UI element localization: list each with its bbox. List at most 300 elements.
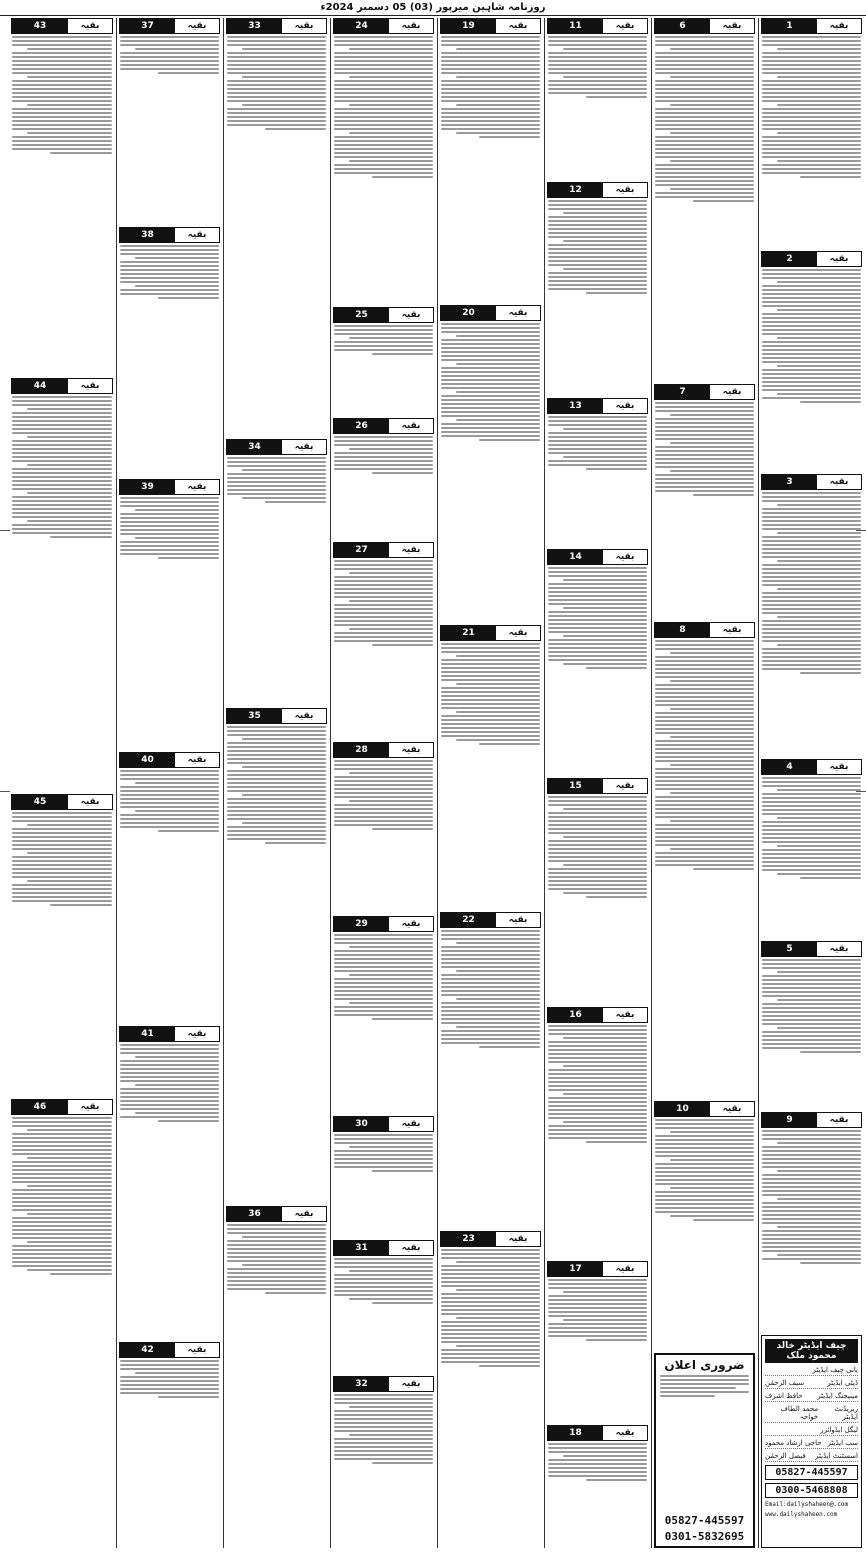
text-line — [762, 857, 861, 859]
text-line — [548, 1081, 647, 1083]
item-label: بقیہ — [603, 19, 647, 33]
text-line — [12, 428, 112, 430]
text-line — [762, 492, 861, 494]
item-header — [119, 752, 220, 768]
text-line — [227, 1280, 326, 1282]
item-label: بقیہ — [175, 1027, 219, 1041]
item-header — [119, 479, 220, 495]
text-line — [334, 950, 433, 952]
text-line — [12, 528, 112, 530]
text-line — [800, 176, 861, 178]
text-line — [548, 80, 647, 82]
text-line — [12, 1193, 112, 1195]
text-line — [12, 836, 112, 838]
item-number: 11 — [548, 19, 603, 33]
item-header — [333, 742, 434, 758]
text-line — [548, 436, 647, 438]
text-line — [655, 172, 754, 174]
text-line — [12, 1133, 112, 1135]
text-line — [334, 978, 433, 980]
continuation-item — [547, 18, 648, 179]
text-line — [762, 152, 861, 154]
text-line — [777, 560, 861, 562]
staff-box — [761, 1335, 862, 1548]
text-line — [655, 144, 754, 146]
continuation-item — [761, 251, 862, 471]
text-line — [762, 829, 861, 831]
text-line — [349, 104, 433, 106]
text-line — [334, 1422, 433, 1424]
text-line — [441, 679, 540, 681]
text-line — [548, 647, 647, 649]
text-line — [441, 1273, 540, 1275]
text-line — [548, 200, 647, 202]
text-line — [456, 1261, 540, 1263]
text-line — [762, 313, 861, 315]
text-line — [548, 804, 647, 806]
continuation-item — [11, 1099, 113, 1548]
text-line — [762, 108, 861, 110]
text-line — [655, 410, 754, 412]
text-line — [334, 990, 433, 992]
text-line — [227, 485, 326, 487]
text-line — [349, 1146, 433, 1148]
text-line — [120, 1072, 219, 1074]
item-number: 44 — [12, 379, 68, 393]
text-line — [762, 853, 861, 855]
item-header — [761, 474, 862, 490]
column — [758, 18, 862, 1548]
text-line — [334, 986, 433, 988]
text-line — [762, 124, 861, 126]
text-line — [334, 804, 433, 806]
text-line — [762, 1178, 861, 1180]
item-label: بقیہ — [282, 1207, 326, 1221]
text-line — [548, 1045, 647, 1047]
continuation-item — [333, 418, 434, 539]
text-line — [655, 434, 754, 436]
item-label: بقیہ — [817, 942, 861, 956]
text-line — [762, 1202, 861, 1204]
text-line — [548, 60, 647, 62]
text-line — [548, 284, 647, 286]
item-header — [761, 251, 862, 267]
text-line — [548, 1287, 647, 1289]
item-number: 28 — [334, 743, 389, 757]
text-line — [655, 458, 754, 460]
item-header — [11, 1099, 113, 1115]
continuation-item — [11, 378, 113, 790]
item-label: بقیہ — [603, 1008, 647, 1022]
item-body — [440, 323, 541, 622]
text-line — [441, 1297, 540, 1299]
item-label: بقیہ — [710, 385, 754, 399]
text-line — [349, 1406, 433, 1408]
text-line — [120, 794, 219, 796]
text-line — [441, 731, 540, 733]
text-line — [563, 76, 647, 78]
text-line — [762, 321, 861, 323]
text-line — [334, 1006, 433, 1008]
text-line — [349, 946, 433, 948]
text-line — [548, 832, 647, 834]
text-line — [227, 806, 326, 808]
text-line — [242, 104, 326, 106]
item-body — [440, 1249, 541, 1548]
item-label: بقیہ — [603, 1262, 647, 1276]
item-body — [654, 640, 755, 1099]
text-line — [334, 1438, 433, 1440]
item-label: بقیہ — [389, 1117, 433, 1131]
text-line — [548, 856, 647, 858]
text-line — [762, 389, 861, 391]
text-line — [586, 896, 647, 898]
item-body — [547, 200, 648, 395]
text-line — [762, 1023, 861, 1025]
text-line — [158, 1120, 219, 1122]
text-line — [12, 872, 112, 874]
item-number: 43 — [12, 19, 68, 33]
text-line — [242, 738, 326, 740]
text-line — [762, 612, 861, 614]
text-line — [441, 727, 540, 729]
fold-mark — [0, 530, 10, 531]
text-line — [135, 1112, 219, 1114]
continuation-item — [333, 1376, 434, 1548]
text-line — [441, 695, 540, 697]
text-line — [441, 128, 540, 130]
item-label: بقیہ — [175, 480, 219, 494]
item-number: 45 — [12, 795, 68, 809]
text-line — [334, 620, 433, 622]
text-line — [441, 950, 540, 952]
text-line — [548, 244, 647, 246]
text-line — [227, 726, 326, 728]
item-body — [547, 1025, 648, 1259]
text-line — [548, 1133, 647, 1135]
text-line — [227, 782, 326, 784]
text-line — [227, 493, 326, 495]
continuation-item — [761, 18, 862, 248]
item-body — [761, 492, 862, 755]
text-line — [548, 1057, 647, 1059]
item-number: 37 — [120, 19, 175, 33]
text-line — [27, 464, 112, 466]
text-line — [441, 355, 540, 357]
text-line — [548, 567, 647, 569]
item-body — [547, 36, 648, 179]
text-line — [762, 841, 861, 843]
text-line — [441, 647, 540, 649]
text-line — [548, 816, 647, 818]
text-line — [479, 743, 540, 745]
text-line — [12, 412, 112, 414]
item-number: 8 — [655, 623, 710, 637]
text-line — [441, 415, 540, 417]
text-line — [120, 1376, 219, 1378]
staff-role: بانی چیف ایڈیٹر — [812, 1366, 858, 1375]
text-line — [334, 440, 433, 442]
text-line — [548, 1029, 647, 1031]
text-line — [762, 56, 861, 58]
text-line — [670, 104, 754, 106]
text-line — [762, 1003, 861, 1005]
text-line — [334, 1410, 433, 1412]
text-line — [762, 60, 861, 62]
text-line — [762, 608, 861, 610]
text-line — [334, 168, 433, 170]
text-line — [12, 484, 112, 486]
text-line — [12, 120, 112, 122]
text-line — [762, 1214, 861, 1216]
text-line — [548, 1101, 647, 1103]
text-line — [548, 84, 647, 86]
text-line — [349, 1270, 433, 1272]
text-line — [12, 1165, 112, 1167]
text-line — [548, 440, 647, 442]
text-line — [655, 676, 754, 678]
text-line — [120, 826, 219, 828]
text-line — [777, 48, 861, 50]
text-line — [334, 776, 433, 778]
text-line — [334, 768, 433, 770]
text-line — [762, 1019, 861, 1021]
text-line — [120, 261, 219, 263]
text-line — [777, 1226, 861, 1228]
text-line — [762, 353, 861, 355]
text-line — [762, 72, 861, 74]
text-line — [12, 888, 112, 890]
text-line — [777, 76, 861, 78]
text-line — [12, 1117, 112, 1119]
text-line — [158, 297, 219, 299]
text-line — [12, 80, 112, 82]
item-number: 24 — [334, 19, 389, 33]
text-line — [800, 401, 861, 403]
text-line — [655, 716, 754, 718]
text-line — [27, 520, 112, 522]
text-line — [670, 792, 754, 794]
text-line — [655, 1211, 754, 1213]
item-body — [11, 812, 113, 1096]
text-line — [670, 820, 754, 822]
continuation-item — [761, 474, 862, 755]
text-line — [762, 1166, 861, 1168]
text-line — [227, 838, 326, 840]
text-line — [548, 208, 647, 210]
text-line — [762, 301, 861, 303]
item-number: 42 — [120, 1343, 175, 1357]
continuation-item — [440, 625, 541, 909]
text-line — [762, 512, 861, 514]
text-line — [548, 432, 647, 434]
text-line — [120, 293, 219, 295]
text-line — [27, 104, 112, 106]
text-line — [120, 786, 219, 788]
text-line — [670, 708, 754, 710]
text-line — [334, 444, 433, 446]
text-line — [548, 611, 647, 613]
text-line — [120, 64, 219, 66]
text-line — [655, 816, 754, 818]
text-line — [655, 474, 754, 476]
text-line — [334, 349, 433, 351]
text-line — [227, 457, 326, 459]
text-line — [693, 1219, 754, 1221]
text-line — [762, 1130, 861, 1132]
text-line — [548, 252, 647, 254]
item-label: بقیہ — [282, 709, 326, 723]
text-line — [777, 281, 861, 283]
text-line — [762, 849, 861, 851]
announcement-ad — [654, 1353, 755, 1548]
item-header — [119, 18, 220, 34]
text-line — [548, 40, 647, 42]
text-line — [777, 365, 861, 367]
text-line — [441, 986, 540, 988]
text-line — [441, 64, 540, 66]
item-body — [547, 796, 648, 1004]
text-line — [762, 1150, 861, 1152]
text-line — [334, 592, 433, 594]
text-line — [12, 148, 112, 150]
text-line — [120, 265, 219, 267]
item-header — [440, 1231, 541, 1247]
text-line — [120, 818, 219, 820]
text-line — [334, 40, 433, 42]
text-line — [334, 632, 433, 634]
text-line — [655, 426, 754, 428]
text-line — [762, 1242, 861, 1244]
text-line — [777, 999, 861, 1001]
text-line — [334, 84, 433, 86]
text-line — [334, 1430, 433, 1432]
text-line — [762, 297, 861, 299]
text-line — [762, 821, 861, 823]
text-line — [548, 623, 647, 625]
text-line — [12, 52, 112, 54]
text-line — [227, 746, 326, 748]
text-line — [548, 1125, 647, 1127]
text-line — [762, 84, 861, 86]
text-line — [563, 808, 647, 810]
text-line — [120, 40, 219, 42]
staff-row — [765, 1379, 858, 1389]
text-line — [441, 343, 540, 345]
text-line — [50, 1273, 112, 1275]
text-line — [762, 620, 861, 622]
text-line — [670, 652, 754, 654]
text-line — [586, 667, 647, 669]
text-line — [762, 88, 861, 90]
text-line — [120, 1360, 219, 1362]
text-line — [12, 1121, 112, 1123]
text-line — [227, 774, 326, 776]
text-line — [548, 631, 647, 633]
text-line — [655, 696, 754, 698]
text-line — [334, 962, 433, 964]
item-body — [654, 402, 755, 619]
text-line — [227, 56, 326, 58]
text-line — [670, 132, 754, 134]
text-line — [670, 160, 754, 162]
text-line — [762, 596, 861, 598]
item-label: بقیہ — [389, 19, 433, 33]
text-line — [655, 72, 754, 74]
text-line — [762, 632, 861, 634]
text-line — [456, 48, 540, 50]
text-line — [12, 444, 112, 446]
text-line — [12, 868, 112, 870]
text-line — [349, 76, 433, 78]
text-line — [762, 664, 861, 666]
text-line — [762, 369, 861, 371]
text-line — [334, 464, 433, 466]
text-line — [12, 1197, 112, 1199]
text-line — [12, 96, 112, 98]
item-header — [333, 1240, 434, 1256]
text-line — [548, 852, 647, 854]
text-line — [441, 124, 540, 126]
item-body — [440, 36, 541, 302]
text-line — [120, 806, 219, 808]
text-line — [12, 860, 112, 862]
text-line — [548, 256, 647, 258]
text-line — [777, 588, 861, 590]
text-line — [762, 1047, 861, 1049]
item-label: بقیہ — [175, 228, 219, 242]
text-line — [334, 1394, 433, 1396]
text-line — [548, 1041, 647, 1043]
text-line — [762, 516, 861, 518]
text-line — [120, 517, 219, 519]
text-line — [655, 784, 754, 786]
fold-mark — [856, 530, 866, 531]
item-number: 16 — [548, 1008, 603, 1022]
text-line — [12, 876, 112, 878]
text-line — [655, 52, 754, 54]
text-line — [120, 1080, 219, 1082]
text-line — [334, 616, 433, 618]
text-line — [563, 635, 647, 637]
text-line — [548, 260, 647, 262]
text-line — [441, 431, 540, 433]
text-line — [762, 80, 861, 82]
text-line — [120, 790, 219, 792]
text-line — [227, 826, 326, 828]
text-line — [441, 359, 540, 361]
column — [330, 18, 434, 1548]
item-label: بقیہ — [68, 379, 112, 393]
text-line — [762, 1011, 861, 1013]
item-label: بقیہ — [603, 183, 647, 197]
staff-row — [765, 1405, 858, 1423]
text-line — [334, 152, 433, 154]
text-line — [762, 1230, 861, 1232]
text-line — [372, 1170, 433, 1172]
text-line — [655, 80, 754, 82]
text-line — [762, 285, 861, 287]
continuation-item — [547, 549, 648, 775]
text-line — [548, 88, 647, 90]
text-line — [227, 68, 326, 70]
text-line — [670, 470, 754, 472]
item-label: بقیہ — [817, 19, 861, 33]
text-line — [479, 439, 540, 441]
text-line — [655, 860, 754, 862]
text-line — [762, 1190, 861, 1192]
text-line — [660, 1379, 749, 1381]
